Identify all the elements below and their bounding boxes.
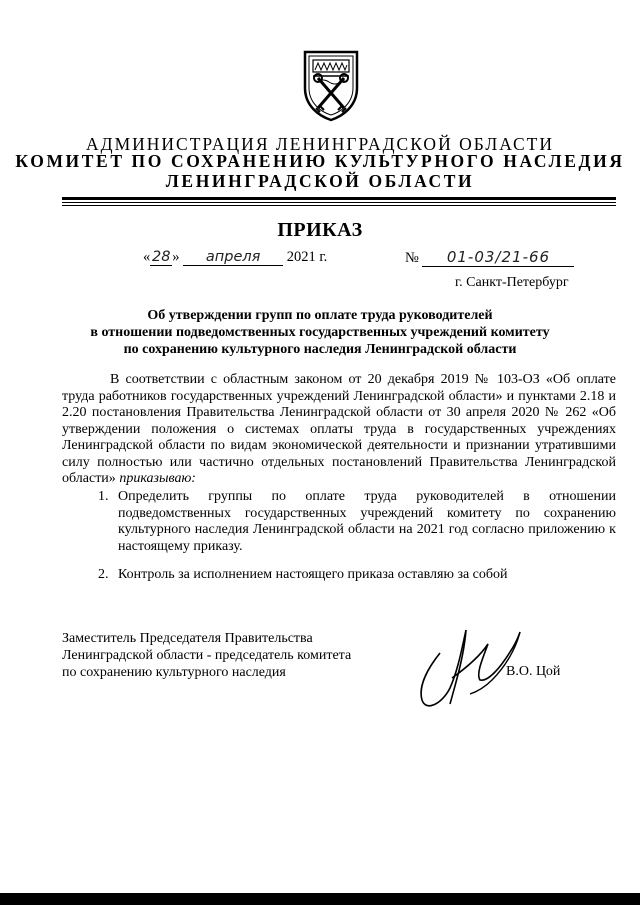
list-item-text: Контроль за исполнением настоящего приказа оставляю за собой [118, 567, 508, 582]
preamble-text: В соответствии с областным законом от 20 декабря 2019 № 103-ОЗ «Об оплате труда работников государственных учреждений Ленинградской области» и пунктами 2.18 и 2.20 постановления Правительства Ленинградской области от 30 апреля 2020 № 262 «Об утверждении положения о системах оплаты труда в государственных учреждениях Ленинградской области по видам экономической деятельности и признании утратившими силу полностью или частично отдельных постановлений Правительства Ленинградской области» [62, 372, 616, 486]
subject-line: Об утверждении групп по оплате труда руководителей [147, 308, 493, 323]
subject-line: в отношении подведомственных государственных учреждений комитету [90, 325, 550, 340]
administration-title: АДМИНИСТРАЦИЯ ЛЕНИНГРАДСКОЙ ОБЛАСТИ [86, 134, 554, 154]
scan-edge-bar [0, 893, 640, 905]
position-line: по сохранению культурного наследия [62, 665, 286, 680]
committee-title: КОМИТЕТ ПО СОХРАНЕНИЮ КУЛЬТУРНОГО НАСЛЕДИЯ [15, 151, 625, 171]
order-date-day: 28 [152, 249, 171, 265]
list-item [98, 567, 616, 584]
handwritten-signature [410, 608, 535, 716]
signatory-name: В.О. Цой [506, 664, 561, 679]
order-keyword: приказываю: [119, 471, 196, 486]
header-divider-thin [62, 202, 616, 203]
order-date-year: 2021 г. [286, 249, 328, 265]
region-title: ЛЕНИНГРАДСКОЙ ОБЛАСТИ [165, 171, 475, 191]
list-item-text: Определить группы по оплате труда руководителей в отношении подведомственных государственных учреждений комитету по сохранению культурного наследия Ленинградской области на 2021 год согласно приложению к настоящему приказу. [118, 489, 616, 554]
preamble [62, 372, 616, 488]
signatory-position [62, 630, 351, 681]
list-item-number: 2. [98, 567, 109, 582]
list-item-number: 1. [98, 489, 109, 504]
position-line: Ленинградской области - председатель комитета [62, 648, 352, 663]
order-number-value: 01-03/21-66 [422, 248, 574, 267]
coat-of-arms-icon [299, 48, 363, 122]
order-title: ПРИКАЗ [277, 219, 363, 241]
subject-line: по сохранению культурного наследия Ленинградской области [123, 342, 517, 357]
order-number [405, 248, 574, 267]
order-place: г. Санкт-Петербург [455, 275, 569, 290]
order-number-prefix: № [405, 250, 419, 266]
order-subject [0, 307, 640, 358]
order-date: « 28 » апреля 2021 г. [143, 249, 328, 265]
list-item [98, 489, 616, 555]
header-divider-thick [62, 197, 616, 200]
header-divider-thin [62, 205, 616, 206]
position-line: Заместитель Председателя Правительства [62, 631, 313, 646]
order-date-month: апреля [183, 249, 283, 266]
